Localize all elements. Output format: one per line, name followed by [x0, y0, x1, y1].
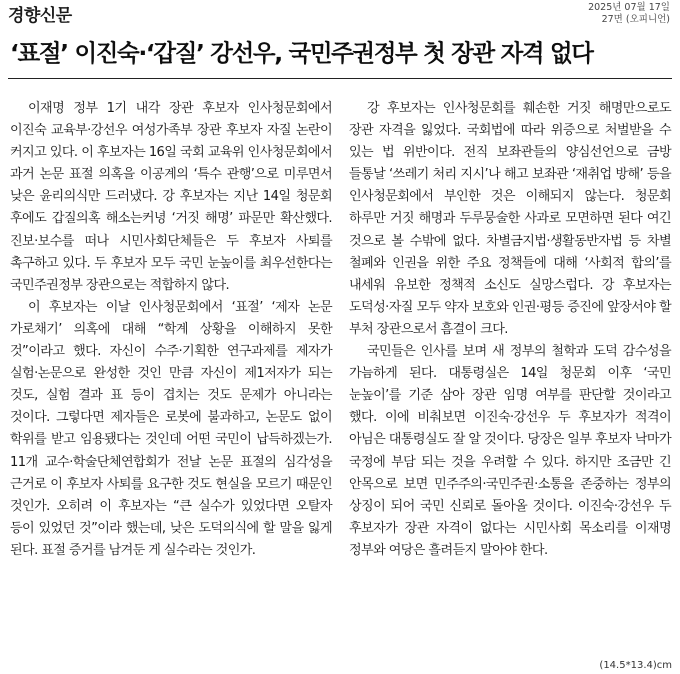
publication-date: 2025년 07월 17일	[588, 2, 670, 13]
page-section: 27면 (오피니언)	[601, 14, 670, 25]
article-column-right	[349, 98, 671, 562]
article-size-note: (14.5*13.4)cm	[599, 660, 672, 671]
editorial-headline: ‘표절’ 이진숙·‘갑질’ 강선우, 국민주권정부 첫 장관 자격 없다	[10, 39, 593, 67]
paragraph: 이재명 정부 1기 내각 장관 후보자 인사청문회에서 이진숙 교육부·강선우 여성가족부 장관 후보자 자질 논란이 커지고 있다. 이 후보자는 16일 국회 교육위 인사청문회에서 과거 논문 표절 의혹을 이공계의 ‘특수 관행’으로 미루면서 낮은 윤리의식만 드러냈다. 강 후보자는 지난 14일 청문회 후에도 갑질의혹 해소는커녕 ‘거짓 해명’ 파문만 확산했다. 진보·보수를 떠나 시민사회단체들은 두 후보자 사퇴를 촉구하고 있다. 두 후보자 모두 국민 눈높이를 최우선한다는 국민주권정부 장관으로는 적합하지 않다.	[10, 101, 332, 293]
article-column-left	[10, 98, 332, 562]
paragraph: 국민들은 인사를 보며 새 정부의 철학과 도덕 감수성을 가늠하게 된다. 대통령실은 14일 청문회 이후 ‘국민 눈높이’를 기준 삼아 장관 임명 여부를 판단할 것이라고 했다. 이에 비춰보면 이진숙·강선우 두 후보자가 적격이 아님은 대통령실도 잘 알 것이다. 당장은 일부 후보자 낙마가 국정에 부담 되는 것을 우려할 수 있다. 하지만 조금만 긴 안목으로 보면 민주주의·국민주권·소통을 존중하는 정부의 상징이 되어 국민 신뢰로 돌아올 것이다. 이진숙·강선우 두 후보자가 장관 자격이 없다는 시민사회 목소리를 이재명 정부와 여당은 흘려듣지 말아야 한다.	[349, 344, 671, 558]
paragraph: 이 후보자는 이날 인사청문회에서 ‘표절’ ‘제자 논문 가로채기’ 의혹에 대해 “학계 상황을 이해하지 못한 것”이라고 했다. 자신이 수주·기획한 연구과제를 제자가 실험·논문으로 완성한 것인 만큼 자신이 제1저자가 되는 것도, 실험 결과 표 등이 겹치는 것도 문제가 아니라는 것이다. 그렇다면 제자들은 로봇에 불과하고, 논문도 없이 학위를 받고 임용됐다는 것인데 어떤 국민이 납득하겠는가. 11개 교수·학술단체연합회가 전날 논문 표절의 심각성을 근거로 이 후보자 사퇴를 요구한 것도 현실을 모르기 때문인 것인가. 오히려 이 후보자는 “큰 실수가 있었다면 오탈자 등이 있었던 것”이라 했는데, 낮은 도덕의식에 할 말을 잃게 된다. 표절 증거를 남겨둔 게 실수라는 것인가.	[10, 299, 332, 558]
publication-meta	[588, 2, 670, 26]
newspaper-masthead: 경향신문	[8, 6, 72, 26]
headline-divider	[8, 78, 672, 79]
paragraph: 강 후보자는 인사청문회를 훼손한 거짓 해명만으로도 장관 자격을 잃었다. 국회법에 따라 위증으로 처벌받을 수 있는 법 위반이다. 전직 보좌관들의 양심선언으로 금방 들통날 ‘쓰레기 처리 지시’나 해고 보좌관 ‘재취업 방해’ 등을 인사청문회에서 부인한 것은 이해되지 않는다. 청문회 하루만 거짓 해명과 두루뭉술한 사과로 모면하면 된다 여긴 것으로 볼 수밖에 없다. 차별금지법·생활동반자법 등 차별 철폐와 인권을 위한 주요 정책들에 대해 ‘사회적 합의’를 내세워 유보한 정책적 소신도 실망스럽다. 강 후보자는 도덕성·자질 모두 약자 보호와 인권·평등 증진에 앞장서야 할 부처 장관으로서 흠결이 크다.	[349, 101, 671, 337]
